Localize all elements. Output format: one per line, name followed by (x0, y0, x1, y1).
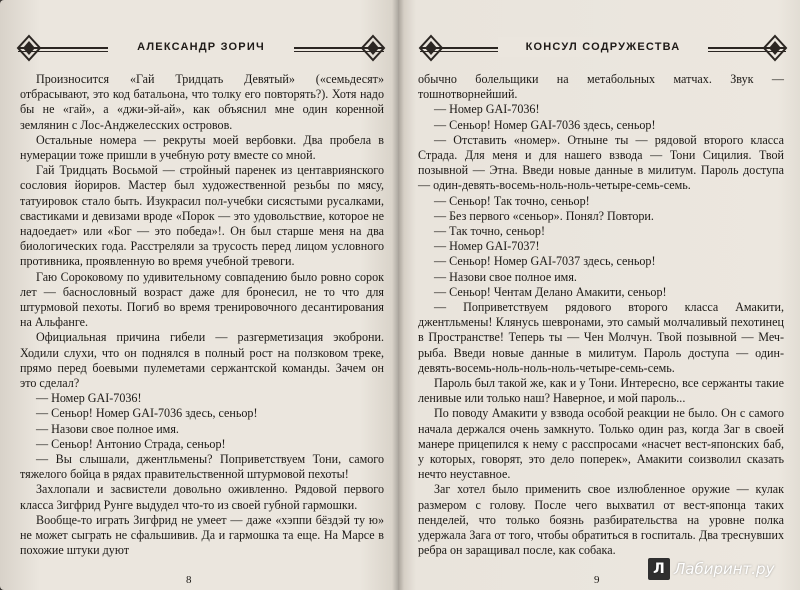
right-ornament-icon (762, 34, 788, 62)
paragraph: — Сеньор! Номер GAI-7036 здесь, сеньор! (434, 117, 656, 132)
author-name-header: АЛЕКСАНДР ЗОРИЧ (108, 37, 294, 57)
paragraph: — Поприветствуем рядового второго класса Амакити, джентльмены! Клянусь шевронами, это самый молчаливый пехотинец в Пространстве! Теперь ты — Чен Молчун. Твой позывной — Меч-рыба. Введи новые данные в милитум. Пароль доступа — один-девять-восемь-ноль-ноль-ноль-четыре-семь-семь. (418, 300, 784, 375)
book-gutter (392, 0, 404, 590)
paragraph: Остальные номера — рекруты моей вербовки. Два пробела в нумерации тоже пришли в учебную роту вместе со мной. (20, 132, 384, 163)
paragraph: — Сеньор! Номер GAI-7036 здесь, сеньор! (36, 406, 258, 421)
paragraph: Вообще-то играть Зигфрид не умеет — даже «хэппи бёздэй ту ю» не может сыграть не сфальшивив. Да и гармошка та еще. На Марсе в похожие штуки дуют (20, 512, 384, 558)
paragraph: Произносится «Гай Тридцать Девятый» («семьдесят» отбрасывают, это код батальона, что толку его повторять?). Хотя надо бы не «гай», а «джи-эй-ай», как объяснил мне один коренной землянин с Лос-Анджелесских островов. (20, 72, 384, 132)
right-ornament-icon (360, 34, 386, 62)
paragraph: — Отставить «номер». Отныне ты — рядовой второго класса Страда. Для меня и для нашего взвода — Тони Сицилия. Твой позывной — Этна. Введи новые данные в милитум. Пароль доступа — один-девять-восемь-ноль-ноль-четыре-семь-семь. (418, 132, 784, 193)
paragraph: Пароль был такой же, как и у Тони. Интересно, все сержанты такие ленивые или только наш? Наверное, и мой пароль... (418, 376, 784, 406)
left-running-header (18, 30, 384, 64)
paragraph: обычно болельщики на метабольных матчах. Звук — тошнотворнейший. (418, 72, 784, 102)
paragraph: — Сеньор! Номер GAI-7037 здесь, сеньор! (434, 254, 656, 269)
left-page-number: 8 (186, 574, 192, 586)
paragraph: — Сеньор! Чентам Делано Амакити, сеньор! (434, 284, 667, 299)
paragraph: Заг хотел было применить свое излюбленное оружие — кулак размером с голову. После чего выхватил от вест-японца таких пенделей, что только боязнь разбирательства на уровне полка удержала Зага от того, чтобы обратиться в госпиталь. Два треснувших ребра он заращивал после, как собака. (418, 482, 784, 558)
watermark-text: Лабиринт.ру (674, 560, 775, 578)
paragraph: — Без первого «сеньор». Понял? Повтори. (434, 208, 654, 223)
paragraph: Захлопали и засвистели довольно оживленно. Рядовой первого класса Зигфрид Рунге выдудел что-то из своей губной гармошки. (20, 482, 384, 512)
paragraph: — Назови свое полное имя. (36, 421, 179, 436)
left-ornament-icon (16, 34, 42, 62)
right-page (398, 0, 800, 590)
left-ornament-icon (418, 34, 444, 62)
paragraph: — Сеньор! Так точно, сеньор! (434, 193, 590, 208)
right-page-number: 9 (594, 574, 600, 586)
paragraph: — Так точно, сеньор! (434, 224, 545, 239)
left-page (0, 0, 398, 590)
paragraph: — Номер GAI-7037! (434, 239, 540, 254)
site-watermark (648, 556, 774, 582)
paragraph: — Сеньор! Антонио Страда, сеньор! (36, 436, 226, 451)
paragraph: — Назови свое полное имя. (434, 269, 577, 284)
paragraph: Гаю Сороковому по удивительному совпадению было ровно сорок лет — баснословный возраст даже для бронесил, не то что для штурмовой пехоты. Погиб во время тренировочного десантирования на Альфанге. (20, 269, 384, 330)
right-running-header (420, 30, 786, 64)
left-page-body (20, 72, 384, 559)
paragraph: Гай Тридцать Восьмой — стройный паренек из центавриянского сословия йориров. Мастер был художественной резьбы по мясу, татуировок стало быть. Изукрасил пол-учебки сисястыми русалками, свастиками и девизами вроде «Порок — это удовольствие, которое не надоедает» или «Бог — это победа»!. Он был старше меня на два биологических года. Расстреляли за трусость перед лицом условного противника, проявленную во время учебной тревоги. (20, 163, 384, 269)
paragraph: — Номер GAI-7036! (434, 102, 540, 117)
book-title-header: КОНСУЛ СОДРУЖЕСТВА (498, 37, 708, 57)
watermark-logo-icon: Л (648, 558, 670, 580)
right-page-body (418, 72, 784, 559)
paragraph: — Вы слышали, джентльмены? Поприветствуем Тони, самого тяжелого бойца в рядах правительственной штурмовой пехоты! (20, 452, 384, 482)
paragraph: По поводу Амакити у взвода особой реакции не было. Он с самого начала держался очень замкнуто. Только один раз, когда Заг в своей манере прицепился к нему с расспросами «насчет вест-японских баб, у которых, говорят, это дело поперек», Амакити соизволил сказать нечто неуставное. (418, 406, 784, 482)
paragraph: Официальная причина гибели — разгерметизация экоброни. Ходили слухи, что он поднялся в полный рост на ползковом треке, прямо перед боевыми пулеметами сержантской команды. Зачем он это сделал? (20, 330, 384, 391)
paragraph: — Номер GAI-7036! (36, 391, 142, 406)
